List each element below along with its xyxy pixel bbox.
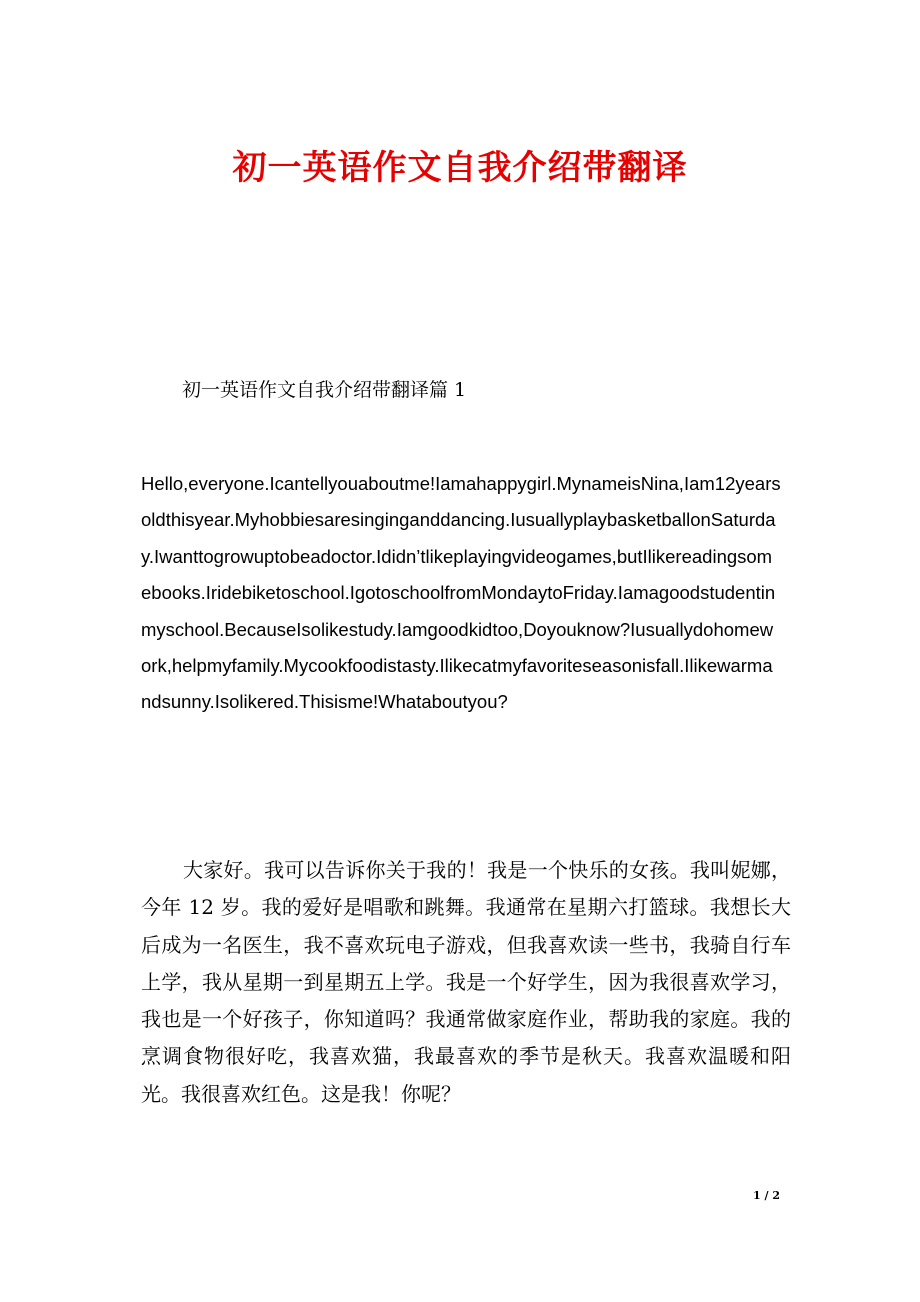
english-paragraph: Hello,everyone.Icantellyouaboutme!Iamahappygirl.MynameisNina,Iam12yearsoldthisyear.Myhobbiesaresinginganddancing.IusuallyplaybasketballonSaturday.Iwanttogrowuptobeadoctor.Ididn’tlikeplayingvideogames,butIlikereadingsomebooks.Iridebiketoschool.IgotoschoolfromMondaytoFriday.Iamagoodstudentinmyschool.BecauseIsolikestudy.Iamgoodkidtoo,Doyouknow?Iusuallydohomework,helpmyfamily.Mycookfoodistasty.Ilikecatmyfavoriteseasonisfall.Ilikewarmandsunny.Isolikered.Thisisme!Whataboutyou? <box>141 473 781 713</box>
document-title: 初一英语作文自我介绍带翻译 <box>232 148 688 188</box>
section-heading: 初一英语作文自我介绍带翻译篇 1 <box>182 379 467 401</box>
chinese-paragraph: 大家好。我可以告诉你关于我的！我是一个快乐的女孩。我叫妮娜，今年 12 岁。我的爱好是唱歌和跳舞。我通常在星期六打篮球。我想长大后成为一名医生，我不喜欢玩电子游戏，但我喜欢读一些书，我骑自行车上学，我从星期一到星期五上学。我是一个好学生，因为我很喜欢学习，我也是一个好孩子，你知道吗？我通常做家庭作业，帮助我的家庭。我的烹调食物很好吃，我喜欢猫，我最喜欢的季节是秋天。我喜欢温暖和阳光。我很喜欢红色。这是我！你呢？ <box>141 858 791 1106</box>
page-number: 1 / 2 <box>753 1189 780 1202</box>
